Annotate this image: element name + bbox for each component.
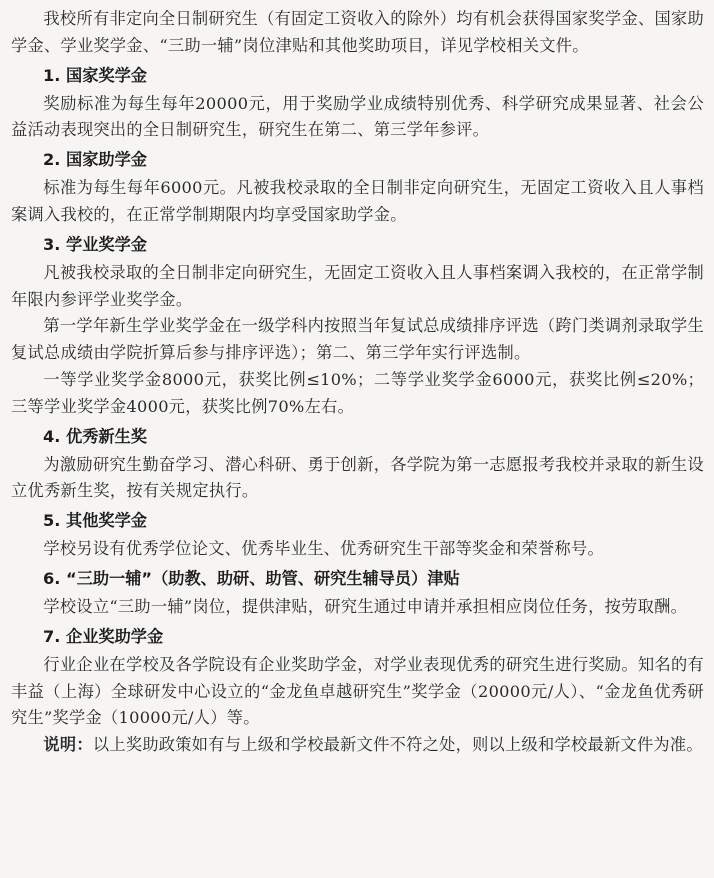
intro-paragraph: 我校所有非定向全日制研究生（有固定工资收入的除外）均有机会获得国家奖学金、国家助学金、学业奖学金、“三助一辅”岗位津贴和其他奖助项目，详见学校相关文件。 — [11, 9, 704, 55]
section-paragraph: 标准为每生每年6000元。凡被我校录取的全日制非定向研究生，无固定工资收入且人事档案调入我校的，在正常学制期限内均享受国家助学金。 — [11, 178, 704, 224]
section-paragraph: 奖励标准为每生每年20000元，用于奖励学业成绩特别优秀、科学研究成果显著、社会公益活动表现突出的全日制研究生，研究生在第二、第三学年参评。 — [11, 93, 704, 140]
section-academic-scholarship — [11, 229, 704, 421]
section-title: 3. 学业奖学金 — [43, 234, 147, 254]
section-title: 1. 国家奖学金 — [43, 65, 147, 85]
note-label: 说明： — [43, 735, 93, 755]
section-national-scholarship — [11, 60, 704, 145]
section-paragraph: 为激励研究生勤奋学习、潜心科研、勇于创新，各学院为第一志愿报考我校并录取的新生设立优秀新生奖，按有关规定执行。 — [11, 454, 704, 501]
section-paragraph: 学校另设有优秀学位论文、优秀毕业生、优秀研究生干部等奖金和荣誉称号。 — [43, 539, 604, 559]
section-title: 5. 其他奖学金 — [43, 511, 147, 531]
section-title: 2. 国家助学金 — [43, 150, 147, 170]
section-outstanding-freshman — [11, 421, 704, 506]
section-title: 7. 企业奖助学金 — [43, 626, 164, 646]
section-national-grant — [11, 144, 704, 229]
section-assistantship-allowance — [11, 563, 704, 621]
section-enterprise-scholarship — [11, 621, 704, 732]
section-paragraph: 行业企业在学校及各学院设有企业奖助学金，对学业表现优秀的研究生进行奖励。知名的有丰益（上海）全球研发中心设立的“金龙鱼卓越研究生”奖学金（20000元/人）、“金龙鱼优秀研究生”奖学金（10000元/人）等。 — [11, 654, 704, 728]
section-paragraph: 一等学业奖学金8000元，获奖比例≤10%；二等学业奖学金6000元，获奖比例≤20%；三等学业奖学金4000元，获奖比例70%左右。 — [11, 369, 704, 416]
section-paragraph: 学校设立“三助一辅”岗位，提供津贴，研究生通过申请并承担相应岗位任务，按劳取酬。 — [43, 596, 688, 616]
note-text: 以上奖助政策如有与上级和学校最新文件不符之处，则以上级和学校最新文件为准。 — [92, 735, 703, 755]
section-title: 4. 优秀新生奖 — [43, 426, 147, 446]
section-paragraph: 凡被我校录取的全日制非定向研究生，无固定工资收入且人事档案调入我校的，在正常学制年限内参评学业奖学金。 — [11, 262, 704, 309]
section-title: 6. “三助一辅”（助教、助研、助管、研究生辅导员）津贴 — [43, 568, 460, 588]
section-paragraph: 第一学年新生学业奖学金在一级学科内按照当年复试总成绩排序评选（跨门类调剂录取学生复试总成绩由学院折算后参与排序评选）；第二、第三学年实行评选制。 — [11, 316, 704, 363]
section-other-scholarships — [11, 505, 704, 563]
note-paragraph — [11, 732, 704, 759]
